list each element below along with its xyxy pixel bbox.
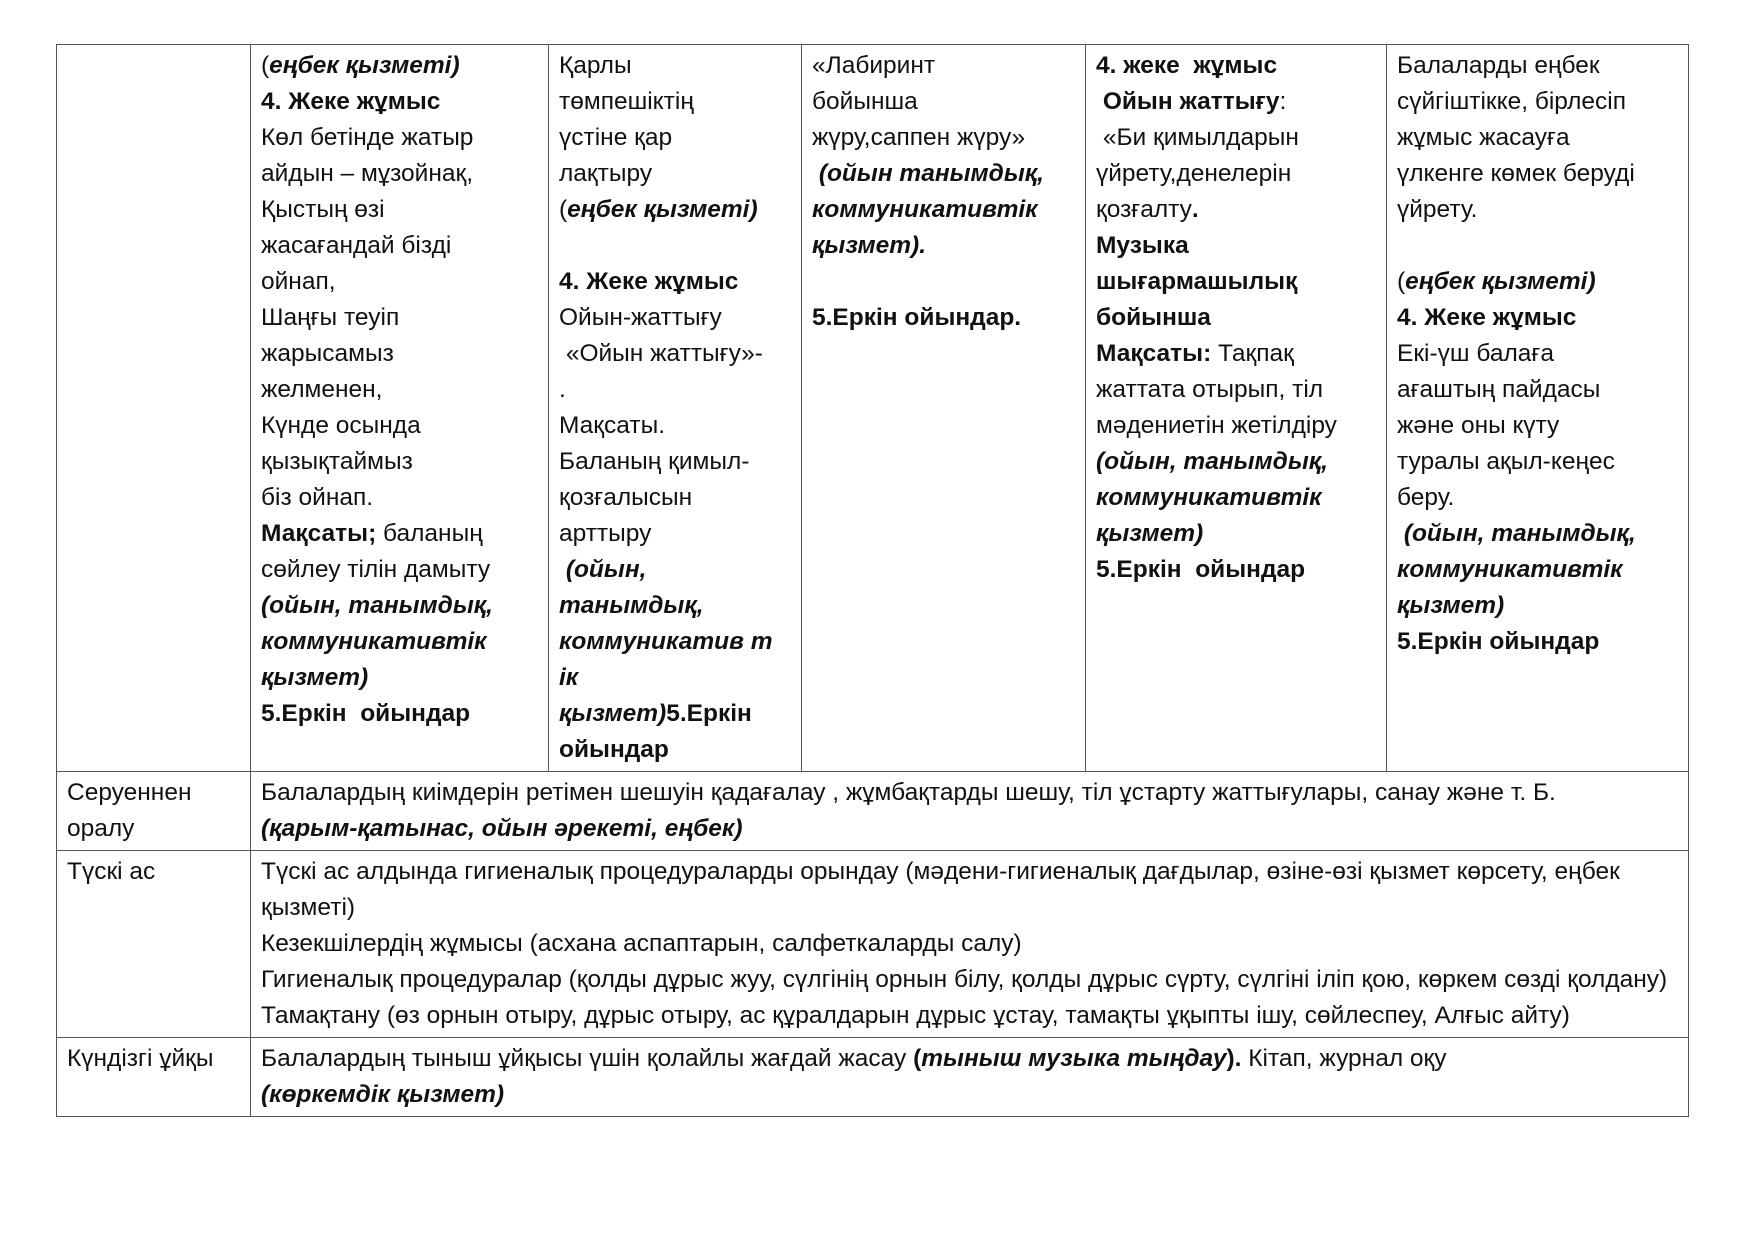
schedule-table [56, 44, 1689, 1117]
text-line [1096, 336, 1376, 372]
text-run: (ойын танымдық, [812, 160, 1044, 187]
text-line [1397, 48, 1678, 84]
text-run: айдын – мұзойнақ, [261, 160, 474, 187]
text-run: қызмет). [812, 232, 927, 259]
text-run: бойынша [1096, 304, 1211, 331]
text-line [261, 962, 1678, 998]
text-line [261, 624, 538, 660]
text-run: үйрету,денелерін [1096, 160, 1292, 187]
text-run: баланың [376, 520, 483, 547]
text-line [261, 84, 538, 120]
text-run: Музыка [1096, 232, 1189, 259]
routine-label: Түскі ас [57, 851, 251, 1038]
text-line [1096, 48, 1376, 84]
text-run: «Би қимылдарын [1096, 124, 1299, 151]
text-line [261, 552, 538, 588]
text-run: 4. Жеке жұмыс [559, 268, 739, 295]
text-line [1397, 372, 1678, 408]
text-run: қызмет) [1397, 592, 1505, 619]
text-run: Ойын-жаттығу [559, 304, 722, 331]
text-line [261, 408, 538, 444]
text-line [1397, 480, 1678, 516]
text-line [261, 696, 538, 732]
text-line [1397, 120, 1678, 156]
routine-content [251, 851, 1689, 1038]
text-line [559, 516, 791, 552]
text-line [1096, 444, 1376, 480]
text-run: Баланың қимыл- [559, 448, 750, 475]
text-run: (ойын, танымдық, [261, 592, 493, 619]
text-line [812, 156, 1075, 192]
text-run: қозғалысын [559, 484, 693, 511]
text-line [261, 444, 538, 480]
text-line [812, 228, 1075, 264]
text-line [1096, 408, 1376, 444]
text-run: . [559, 376, 566, 403]
text-run: Гигиеналық процедуралар (қолды дұрыс жуу, сүлгінің орнын білу, қолды дұрыс сүрту, сүлгіні іліп қою, көркем сөзді қолдану) [261, 966, 1668, 993]
text-line [1096, 264, 1376, 300]
text-run: қызмет) [261, 664, 369, 691]
text-line [261, 120, 538, 156]
text-line [812, 300, 1075, 336]
text-line [1096, 372, 1376, 408]
text-run: бойынша [812, 88, 918, 115]
text-run: жаттата отырып, тіл [1096, 376, 1324, 403]
text-run: Мақсаты; [261, 520, 377, 547]
routine-row-return-from-walk [57, 772, 1689, 851]
text-line [261, 336, 538, 372]
text-run: 4. Жеке жұмыс [261, 88, 441, 115]
text-line [261, 372, 538, 408]
text-line [812, 84, 1075, 120]
routine-label: Күндізгі ұйқы [57, 1038, 251, 1117]
text-line [1096, 156, 1376, 192]
text-line [261, 480, 538, 516]
text-run: еңбек қызметі) [269, 52, 460, 79]
text-run: ( [261, 52, 270, 79]
text-line [1397, 408, 1678, 444]
text-run: Түскі ас алдында гигиеналық процедураларды орындау (мәдени-гигиеналық дағдылар, өзіне-өзі қызмет көрсету, еңбек қызметі) [261, 858, 1627, 921]
text-line [261, 660, 538, 696]
activity-cell-4 [1086, 45, 1387, 772]
text-line [1397, 624, 1678, 660]
text-run: коммуникативтік [1397, 556, 1623, 583]
routine-row-lunch [57, 851, 1689, 1038]
routine-content [251, 1038, 1689, 1117]
text-line [1397, 84, 1678, 120]
text-run: Тақпақ [1211, 340, 1294, 367]
activity-cell-3 [802, 45, 1086, 772]
text-line [1397, 156, 1678, 192]
text-line [812, 120, 1075, 156]
text-run: (ойын, танымдық, [1096, 448, 1328, 475]
text-run: Кезекшілердің жұмысы (асхана аспаптарын, салфеткаларды салу) [261, 930, 1022, 957]
text-run: жұмыс жасауға [1397, 124, 1570, 151]
text-line [1397, 264, 1678, 300]
text-line [1096, 192, 1376, 228]
text-line [559, 264, 791, 300]
text-run: қозғалту [1096, 196, 1192, 223]
text-line [261, 854, 1678, 926]
text-line [559, 228, 791, 264]
text-run: ( [559, 196, 568, 223]
text-run: желменен, [261, 376, 383, 403]
text-run: (ойын, [559, 556, 647, 583]
text-line [261, 926, 1678, 962]
text-run: қызмет) [1096, 520, 1204, 547]
text-line [1096, 300, 1376, 336]
text-line [559, 156, 791, 192]
routine-row-nap [57, 1038, 1689, 1117]
text-run: Қарлы [559, 52, 632, 79]
text-line [559, 192, 791, 228]
text-run: тыныш музыка тыңдау [921, 1045, 1227, 1072]
text-line [261, 1041, 1678, 1077]
text-run: ( [1397, 268, 1406, 295]
text-run: 5.Еркін ойындар [261, 700, 471, 727]
text-line [559, 48, 791, 84]
activity-cell-1 [251, 45, 549, 772]
text-run: 5.Еркін ойындар. [812, 304, 1022, 331]
activity-cell-5 [1387, 45, 1689, 772]
text-line [559, 372, 791, 408]
text-run [812, 268, 819, 295]
text-run: беру. [1397, 484, 1455, 511]
text-run: лақтыру [559, 160, 653, 187]
text-run [1397, 232, 1404, 259]
text-run: Шаңғы теуіп [261, 304, 400, 331]
text-run: үстіне қар [559, 124, 673, 151]
text-line [559, 660, 791, 696]
text-run: Қыстың өзі [261, 196, 385, 223]
text-line [559, 120, 791, 156]
text-run: «Ойын жаттығу»- [559, 340, 763, 367]
text-line [812, 48, 1075, 84]
text-run: төмпешіктің [559, 88, 694, 115]
text-line [559, 696, 791, 732]
text-line [559, 84, 791, 120]
text-run: қызмет) [559, 700, 667, 727]
text-line [1397, 228, 1678, 264]
text-line [559, 336, 791, 372]
text-run: еңбек қызметі) [1405, 268, 1596, 295]
text-run: «Лабиринт [812, 52, 936, 79]
text-run: жарысамыз [261, 340, 394, 367]
text-line [261, 998, 1678, 1034]
text-line [559, 588, 791, 624]
text-run: Күнде осында [261, 412, 421, 439]
text-line [1096, 228, 1376, 264]
routine-label: Серуеннен оралу [57, 772, 251, 851]
text-line [261, 192, 538, 228]
text-line [1397, 588, 1678, 624]
text-run: үйрету. [1397, 196, 1478, 223]
text-line [1096, 552, 1376, 588]
text-run: мәдениетін жетілдіру [1096, 412, 1337, 439]
text-line [812, 192, 1075, 228]
text-run: үлкенге көмек беруді [1397, 160, 1635, 187]
text-run: Балалардың киімдерін ретімен шешуін қадағалау , жұмбақтарды шешу, тіл ұстарту жаттығулары, санау және т. Б. [261, 779, 1556, 806]
text-run: 4. жеке жұмыс [1096, 52, 1278, 79]
text-run: Мақсаты. [559, 412, 666, 439]
text-run: ойындар [559, 736, 669, 763]
text-run: (ойын, танымдық, [1397, 520, 1636, 547]
text-line [1096, 516, 1376, 552]
text-run: Көл бетінде жатыр [261, 124, 474, 151]
text-line [1096, 120, 1376, 156]
text-line [261, 775, 1678, 811]
text-line [261, 156, 538, 192]
text-line [559, 552, 791, 588]
text-run: сөйлеу тілін дамыту [261, 556, 491, 583]
text-line [559, 480, 791, 516]
text-line [559, 300, 791, 336]
text-run: туралы ақыл-кеңес [1397, 448, 1615, 475]
text-run: Тамақтану (өз орнын отыру, дұрыс отыру, ас құралдарын дұрыс ұстау, тамақты ұқыпты ішу, сөйлеспеу, Алғыс айту) [261, 1002, 1570, 1029]
text-line [559, 408, 791, 444]
text-run: қызықтаймыз [261, 448, 413, 475]
routine-content [251, 772, 1689, 851]
text-run: жүру,саппен жүру» [812, 124, 1026, 151]
text-line [261, 300, 538, 336]
text-run: (көркемдік қызмет) [261, 1081, 505, 1108]
text-run: . [1191, 196, 1199, 223]
text-run: Мақсаты: [1096, 340, 1212, 367]
text-run [559, 232, 566, 259]
text-run: коммуникативтік [1096, 484, 1322, 511]
text-line [1397, 300, 1678, 336]
text-run: ( [913, 1045, 922, 1072]
text-line [261, 811, 1678, 847]
text-run: жасағандай бізді [261, 232, 452, 259]
text-run: және оны күту [1397, 412, 1560, 439]
text-run: коммуникатив т [559, 628, 773, 655]
text-run: : [1279, 88, 1287, 115]
text-run: 5.Еркін ойындар [1096, 556, 1306, 583]
text-line [559, 624, 791, 660]
text-run: Кітап, журнал оқу [1241, 1045, 1447, 1072]
text-line [261, 516, 538, 552]
text-run: шығармашылық [1096, 268, 1298, 295]
text-line [1397, 516, 1678, 552]
text-run: 5.Еркін [666, 700, 752, 727]
text-line [559, 444, 791, 480]
text-line [261, 588, 538, 624]
text-run: ік [559, 664, 579, 691]
text-run: 4. Жеке жұмыс [1397, 304, 1577, 331]
text-line [1397, 552, 1678, 588]
text-line [1397, 444, 1678, 480]
text-line [1096, 84, 1376, 120]
text-line [261, 48, 538, 84]
text-line [812, 264, 1075, 300]
text-run: ағаштың пайдасы [1397, 376, 1601, 403]
text-run: (қарым-қатынас, ойын әрекеті, еңбек) [261, 815, 743, 842]
text-run: Балаларды еңбек [1397, 52, 1600, 79]
text-run: танымдық, [559, 592, 704, 619]
text-run: сүйгіштікке, бірлесіп [1397, 88, 1626, 115]
activity-row [57, 45, 1689, 772]
text-line [1397, 192, 1678, 228]
text-line [1397, 336, 1678, 372]
text-run: 5.Еркін ойындар [1397, 628, 1600, 655]
text-run: Балалардың тыныш ұйқысы үшін қолайлы жағдай жасау [261, 1045, 914, 1072]
activity-cell-2 [549, 45, 802, 772]
text-run: Екі-үш балаға [1397, 340, 1554, 367]
text-run: ойнап, [261, 268, 336, 295]
text-line [261, 1077, 1678, 1113]
text-run: коммуникативтік [812, 196, 1038, 223]
text-line [559, 732, 791, 768]
text-run: арттыру [559, 520, 652, 547]
text-line [261, 228, 538, 264]
text-line [261, 264, 538, 300]
text-line [1096, 480, 1376, 516]
text-run: біз ойнап. [261, 484, 374, 511]
text-run: Ойын жаттығу [1096, 88, 1280, 115]
text-run: коммуникативтік [261, 628, 487, 655]
text-run: ). [1226, 1045, 1242, 1072]
row-label-cell [57, 45, 251, 772]
text-run: еңбек қызметі) [567, 196, 758, 223]
